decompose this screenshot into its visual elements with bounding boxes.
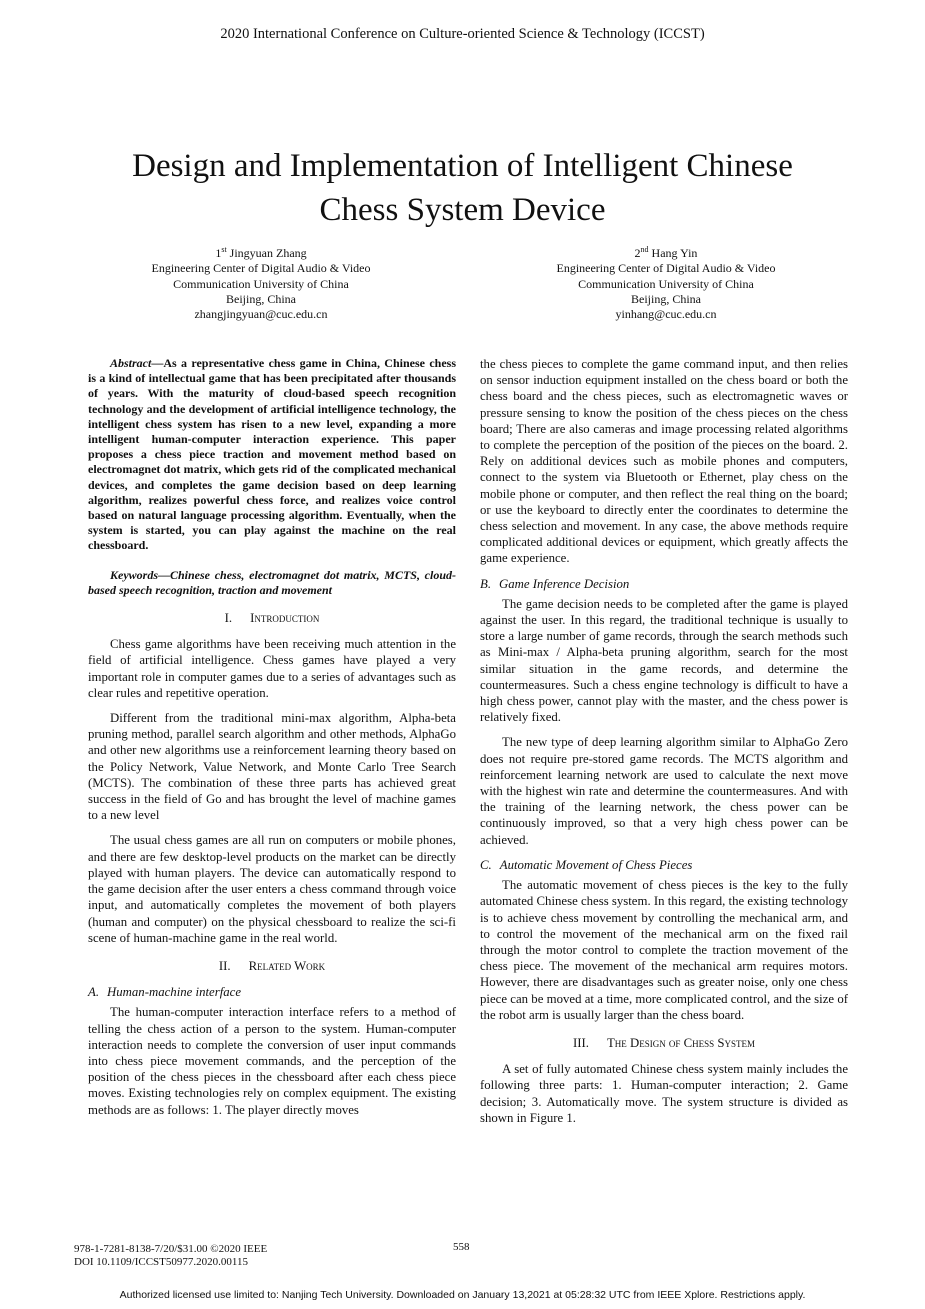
section-title: Introduction: [250, 611, 320, 626]
license-notice: Authorized licensed use limited to: Nanjing Tech University. Downloaded on January 13,2021 at 05:28:32 UTC from IEEE Xplore. Restrictions apply.: [119, 1289, 806, 1301]
author-email: yinhang@cuc.edu.cn: [615, 307, 717, 322]
paragraph: Chess game algorithms have been receiving much attention in the field of artificial intelligence. Chess games have played a very important role in computer games due to a series of advantages such as clear rules and repetitive operation.: [88, 637, 456, 700]
subsection-number: B.: [480, 576, 492, 591]
author-ordinal: 2: [634, 246, 641, 260]
author-email: zhangjingyuan@cuc.edu.cn: [194, 307, 328, 322]
subsection-heading-human-machine: [88, 984, 456, 1000]
footer-doi: DOI 10.1109/ICCST50977.2020.00115: [74, 1256, 248, 1268]
subsection-title: Automatic Movement of Chess Pieces: [499, 857, 693, 872]
page-number: 558: [453, 1241, 470, 1253]
author-affiliation: Engineering Center of Digital Audio & Video: [151, 261, 371, 276]
subsection-heading-game-inference: [480, 576, 848, 592]
paper-title: [40, 144, 885, 232]
author-ordinal: 1: [215, 246, 222, 260]
paragraph: the chess pieces to complete the game command input, and then relies on sensor induction equipment installed on the chess board or both the chess board and the chess pieces, such as electromagnetic waves or pressure sensing to know the position of the chess pieces on the chess board; There are also cameras and image processing related algorithms to complete the perception of the position of the pieces on the board. 2. Rely on additional devices such as mobile phones and computers, connect to the system via Bluetooth or Ethernet, play chess on the mobile phone or computer, and then reflect the real thing on the board; or use the keyboard to directly enter the coordinates to determine the chess selection and movement. In any case, the above methods require complicated additional devices or equipment, which greatly affects the game experience.: [480, 357, 848, 566]
author-block-2: [466, 246, 866, 322]
keywords: [88, 568, 456, 598]
author-name: Hang Yin: [651, 246, 698, 260]
paragraph: The game decision needs to be completed after the game is played against the user. In this regard, the traditional technique is usually to store a large number of game records, through the search methods such as Mini-max / Alpha-beta pruning algorithm, search for the most similar situation in the game records, and determine the countermeasures. Such a chess engine technology is difficult to have a high chess power, cannot play with the master, and the chess power is relatively fixed.: [480, 596, 848, 725]
section-heading-introduction: [88, 610, 456, 626]
author-ordinal-suffix: st: [221, 245, 227, 254]
paragraph: The new type of deep learning algorithm similar to AlphaGo Zero does not require pre-stored game records. The MCTS algorithm and reinforcement learning network are used to calculate the next move with the highest win rate and determine the countermeasures. And with the training of the learning network, the chess power can be continuously improved, so that a very high chess power can be achieved.: [480, 735, 848, 847]
paper-title-line1: Design and Implementation of Intelligent Chinese: [132, 148, 793, 184]
keywords-label: Keywords: [110, 567, 158, 582]
author-city: Beijing, China: [631, 291, 701, 306]
author-name: Jingyuan Zhang: [229, 246, 307, 260]
keywords-text: —Chinese chess, electromagnet dot matrix, MCTS, cloud-based speech recognition, traction and movement: [88, 567, 456, 597]
paper-title-line2: Chess System Device: [319, 192, 606, 228]
author-ordinal-suffix: nd: [640, 245, 649, 254]
paragraph: The automatic movement of chess pieces is the key to the fully automated Chinese chess system. In this regard, the existing technology is to achieve chess movement by controlling the mechanical arm, and to control the movement of the mechanical arm on the fixed rail through the motor control to complete the traction movement of the chess piece. The movement of the mechanical arm requires motors. However, there are disadvantages such as greater noise, only one chess piece can be moved at a time, more complicated control, and the size of the robot arm is usually larger than the chess board.: [480, 878, 848, 1022]
paragraph: A set of fully automated Chinese chess system mainly includes the following three parts: 1. Human-computer interaction; 2. Game decision; 3. Automatically move. The system structure is divided as shown in Figure 1.: [480, 1062, 848, 1125]
paragraph: The human-computer interaction interface refers to a method of telling the chess action of a person to the system. Human-computer interaction needs to complete the conversion of user input commands into chess piece movement commands, and the perception of the position of the chess pieces in the chessboard after each chess piece moves. Existing technologies rely on complex equipment. The existing methods are as follows: 1. The player directly moves: [88, 1005, 456, 1117]
author-university: Communication University of China: [173, 276, 349, 291]
footer-left: [74, 1243, 267, 1269]
author-university: Communication University of China: [578, 276, 754, 291]
section-title: The Design of Chess System: [606, 1035, 755, 1050]
paragraph: The usual chess games are all run on computers or mobile phones, and there are few desktop-level products on the market can be directly played with human players. The device can automatically respond to the game decision after the user enters a chess command through voice input, and automatically completes the movement of both players (human and computer) on the physical chessboard to realize the sci-fi scene of human-machine game in the real world.: [88, 833, 456, 945]
section-title: Related Work: [248, 958, 326, 973]
section-heading-design: [480, 1035, 848, 1051]
section-number: II.: [218, 958, 231, 973]
section-heading-related-work: [88, 958, 456, 974]
section-number: I.: [224, 611, 233, 626]
subsection-heading-automatic-movement: [480, 857, 848, 873]
paragraph: Different from the traditional mini-max algorithm, Alpha-beta pruning method, parallel search algorithm and other methods, AlphaGo and other new algorithms use a reinforcement learning theory based on the Policy Network, Value Network, and Monte Carlo Tree Search (MCTS). The combination of these three parts has achieved great success in the field of Go and has brought the level of machine games to a new level: [88, 711, 456, 823]
footer-isbn: 978-1-7281-8138-7/20/$31.00 ©2020 IEEE: [74, 1243, 268, 1255]
subsection-number: C.: [480, 857, 492, 872]
right-column: [480, 356, 848, 1135]
abstract: [88, 356, 456, 554]
subsection-title: Human-machine interface: [107, 985, 242, 1000]
section-number: III.: [572, 1035, 589, 1050]
left-column: [88, 356, 456, 1127]
author-affiliation: Engineering Center of Digital Audio & Video: [556, 261, 776, 276]
author-city: Beijing, China: [226, 291, 296, 306]
conference-header: 2020 International Conference on Culture-oriented Science & Technology (ICCST): [220, 26, 705, 42]
author-block-1: [61, 246, 461, 322]
abstract-label: Abstract: [110, 356, 152, 370]
subsection-title: Game Inference Decision: [499, 576, 630, 591]
abstract-text: —As a representative chess game in China, Chinese chess is a kind of intellectual game that has been precipitated after thousands of years. With the maturity of cloud-based speech recognition technology and the development of artificial intelligence technology, the intelligent chess system has risen to a new level, expanding a more intelligent human-computer interaction experience. This paper proposes a chess piece traction and movement method based on electromagnet dot matrix, which gets rid of the complicated mechanical devices, and completes the game decision based on deep learning algorithm, realizes powerful chess force, and realizes voice control based on natural language processing algorithm. Eventually, when the system is started, you can play against the machine on the real chessboard.: [88, 356, 456, 553]
subsection-number: A.: [88, 985, 100, 1000]
